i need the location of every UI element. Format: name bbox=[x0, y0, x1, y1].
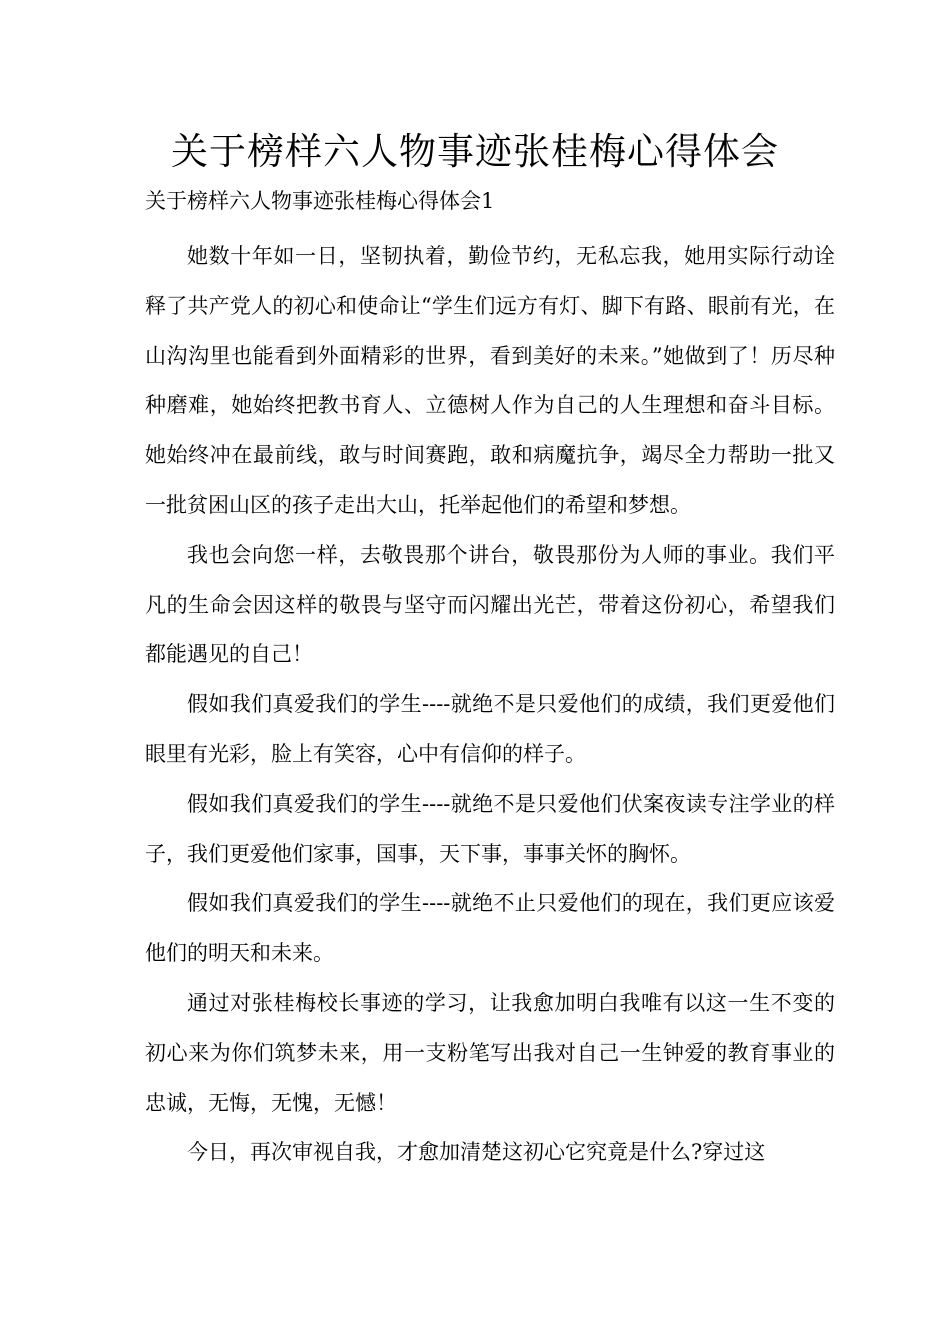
document-title: 关于榜样六人物事迹张桂梅心得体会 bbox=[171, 130, 779, 173]
paragraph: 假如我们真爱我们的学生----就绝不止只爱他们的现在，我们更应该爱他们的明天和未来。 bbox=[145, 891, 835, 966]
paragraph: 她数十年如一日，坚韧执着，勤俭节约，无私忘我，她用实际行动诠释了共产党人的初心和使命让“学生们远方有灯、脚下有路、眼前有光，在山沟沟里也能看到外面精彩的世界，看到美好的未来。”她做到了！历尽种种磨难，她始终把教书育人、立德树人作为自己的人生理想和奋斗目标。她始终冲在最前线，敢与时间赛跑，敢和病魔抗争，竭尽全力帮助一批又一批贫困山区的孩子走出大山，托举起他们的希望和梦想。 bbox=[145, 244, 835, 517]
section-heading: 关于榜样六人物事迹张桂梅心得体会1 bbox=[145, 189, 495, 213]
paragraph: 假如我们真爱我们的学生----就绝不是只爱他们伏案夜读专注学业的样子，我们更爱他们家事，国事，天下事，事事关怀的胸怀。 bbox=[145, 791, 835, 866]
paragraph: 我也会向您一样，去敬畏那个讲台，敬畏那份为人师的事业。我们平凡的生命会因这样的敬畏与坚守而闪耀出光芒，带着这份初心，希望我们都能遇见的自己！ bbox=[145, 542, 835, 667]
paragraph: 今日，再次审视自我，才愈加清楚这初心它究竟是什么?穿过这 bbox=[187, 1140, 766, 1165]
paragraph: 通过对张桂梅校长事迹的学习，让我愈加明白我唯有以这一生不变的初心来为你们筑梦未来，用一支粉笔写出我对自己一生钟爱的教育事业的忠诚，无悔，无愧，无憾！ bbox=[145, 990, 835, 1115]
document-body bbox=[145, 232, 835, 1178]
paragraph: 假如我们真爱我们的学生----就绝不是只爱他们的成绩，我们更爱他们眼里有光彩，脸上有笑容，心中有信仰的样子。 bbox=[145, 692, 835, 766]
